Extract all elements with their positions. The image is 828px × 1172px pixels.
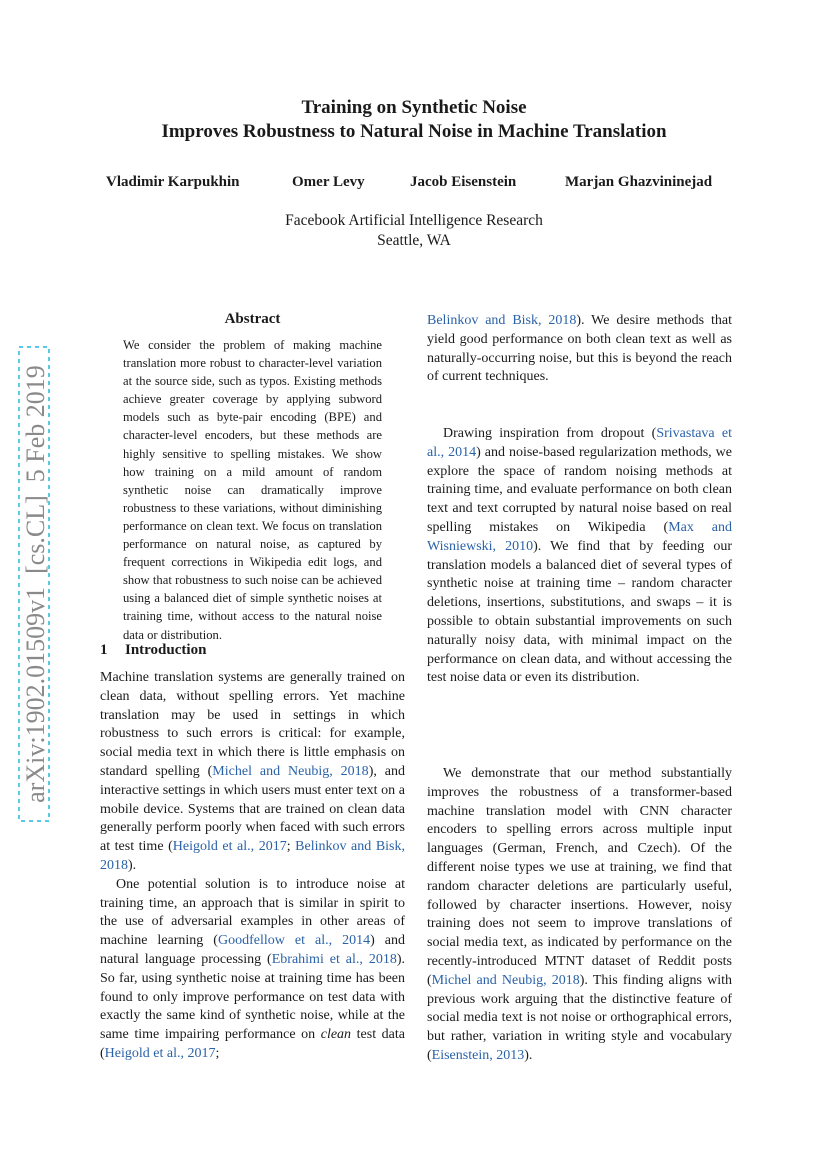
section-title: Introduction	[125, 642, 207, 658]
paragraph: Machine translation systems are generally trained on clean data, without spelling errors. Yet machine translation may be used in settings in which robustness to such errors is critical: for example, social media text in which there is little emphasis on standard spelling (Michel and Neubig, 2018), and interactive settings in which users must enter text on a mobile device. Systems that are trained on clean data generally perform poorly when faced with such errors at test time (Heigold et al., 2017; Belinkov and Bisk, 2018).	[100, 670, 405, 873]
paragraph: Drawing inspiration from dropout (Srivastava et al., 2014) and noise-based regularization methods, we explore the space of random noising methods at training time, and evaluate performance on both clean text and text corrupted by natural noise based on real spelling mistakes on Wikipedia (Max and Wisniewski, 2010). We find that by feeding our translation models a balanced diet of several types of synthetic noise at training time – random character deletions, insertions, substitutions, and swaps – it is possible to obtain substantial improvements on such naturally noisy data, with minimal impact on the performance on clean data, and without accessing the test noise data or even its distribution.	[427, 426, 733, 686]
left-column	[100, 669, 405, 1064]
citation-link[interactable]: Eisenstein, 2013	[431, 1047, 525, 1063]
author-name: Vladimir Karpukhin	[106, 174, 240, 190]
abstract-heading: Abstract	[224, 311, 281, 327]
right-column-block	[427, 425, 732, 688]
arxiv-stamp	[17, 345, 51, 823]
paragraph: We demonstrate that our method substantially improves the robustness of a transformer-based machine translation model with CNN character encoders to spelling errors across multiple input languages (German, French, and Czech). Of the different noise types we use at training, we find that random character deletions are particularly useful, followed by character insertions. However, noisy training does not seem to improve translations of social media text, as indicated by performance on the recently-introduced MTNT dataset of Reddit posts (Michel and Neubig, 2018). This finding aligns with previous work arguing that the distinctive feature of social media text is not noise or orthographical errors, but rather, variation in writing style and vocabulary (Eisenstein, 2013).	[427, 766, 732, 1063]
author-name: Omer Levy	[292, 174, 365, 190]
citation-link[interactable]: Goodfellow et al., 2014	[217, 933, 371, 949]
right-column-block	[427, 765, 732, 1066]
citation-link[interactable]: Heigold et al., 2017	[104, 1045, 216, 1061]
right-column-block	[427, 312, 732, 387]
author-name: Jacob Eisenstein	[410, 174, 517, 190]
citation-link[interactable]: Srivastava et al., 2014	[427, 426, 733, 460]
author-name: Marjan Ghazvininejad	[565, 174, 713, 190]
citation-link[interactable]: Belinkov and Bisk, 2018	[427, 313, 577, 328]
paragraph: One potential solution is to introduce noise at training time, an approach that is similar in spirit to the use of adversarial examples in other areas of machine learning (Goodfellow et al., 2014) and natural language processing (Ebrahimi et al., 2018). So far, using synthetic noise at training time has been found to only improve performance on test data with exactly the same kind of synthetic noise, while at the same time impairing performance on clean test data (Heigold et al., 2017;	[100, 876, 405, 1061]
affiliation-org: Facebook Artificial Intelligence Research	[285, 212, 543, 229]
section-number: 1	[100, 642, 108, 658]
abstract-text: We consider the problem of making machine translation more robust to character-level variation at the source side, such as typos. Existing methods achieve greater coverage by applying subword models such as byte-pair encoding (BPE) and character-level encoders, but these methods are highly sensitive to spelling mistakes. We show how training on a mild amount of random synthetic noise can dramatically improve robustness to these variations, without diminishing performance on clean text. We focus on translation performance on natural noise, as captured by frequent corrections in Wikipedia edit logs, and show that robustness to such noise can be achieved using a balanced diet of simple synthetic noises at training time, without access to the natural noise data or distribution.	[123, 338, 382, 642]
citation-link[interactable]: Max and Wisniewski, 2010	[427, 519, 732, 554]
citation-link[interactable]: Michel and Neubig, 2018	[212, 763, 369, 779]
section-heading	[100, 642, 206, 659]
paragraph: Belinkov and Bisk, 2018). We desire methods that yield good performance on both clean text as well as naturally-occurring noise, but this is beyond the reach of current techniques.	[427, 313, 732, 385]
citation-link[interactable]: Michel and Neubig, 2018	[431, 972, 580, 988]
affiliation-location: Seattle, WA	[377, 232, 451, 249]
citation-link[interactable]: Heigold et al., 2017	[172, 839, 287, 855]
citation-link[interactable]: Ebrahimi et al., 2018	[271, 951, 397, 967]
arxiv-stamp-text: arXiv:1902.01509v1 [cs.CL] 5 Feb 2019	[21, 365, 50, 803]
paper-title-line-1: Training on Synthetic Noise	[301, 97, 527, 118]
citation-link[interactable]: Belinkov and Bisk, 2018	[100, 839, 405, 873]
paper-title-line-2: Improves Robustness to Natural Noise in Machine Translation	[161, 121, 667, 142]
